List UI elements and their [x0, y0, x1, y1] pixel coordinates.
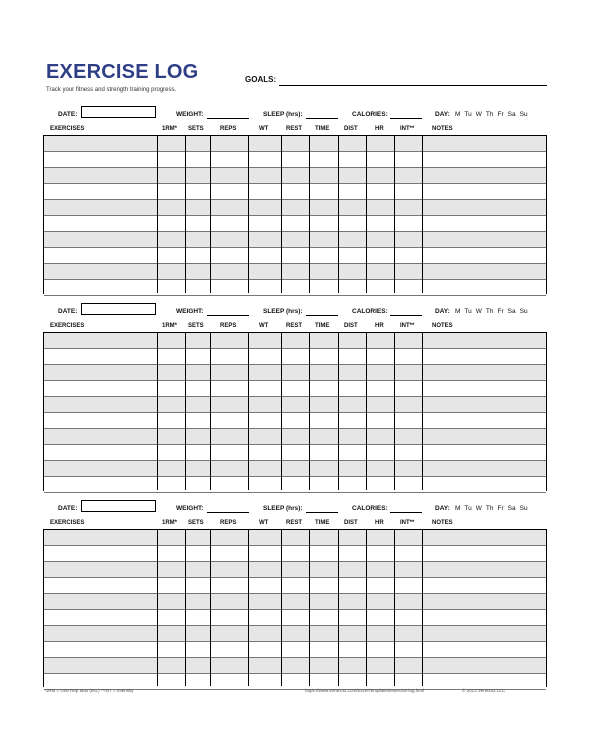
table-row[interactable] — [44, 365, 546, 381]
day-option[interactable]: Tu — [464, 111, 472, 118]
column-divider — [422, 333, 423, 490]
sleep-field[interactable] — [306, 118, 338, 119]
column-divider — [309, 530, 310, 686]
column-header: 1RM* — [162, 520, 178, 526]
date-field[interactable] — [81, 500, 156, 512]
table-row[interactable] — [44, 610, 546, 626]
day-option[interactable]: Th — [485, 111, 494, 118]
column-header: TIME — [315, 520, 330, 526]
table-row[interactable] — [44, 381, 546, 397]
table-row[interactable] — [44, 280, 546, 296]
day-label: DAY: — [435, 505, 450, 512]
column-divider — [157, 530, 158, 686]
calories-field[interactable] — [390, 118, 422, 119]
table-row[interactable] — [44, 264, 546, 280]
day-option[interactable]: Th — [485, 308, 494, 315]
column-headers — [0, 520, 600, 529]
goals-label: GOALS: — [245, 75, 277, 84]
column-divider — [281, 333, 282, 490]
column-header: SETS — [188, 323, 204, 329]
day-label: DAY: — [435, 111, 450, 118]
page-title: EXERCISE LOG — [46, 61, 199, 83]
column-divider — [248, 136, 249, 293]
day-label: DAY: — [435, 308, 450, 315]
column-headers — [0, 126, 600, 135]
column-header: EXERCISES — [50, 323, 85, 329]
column-header: DIST — [344, 323, 358, 329]
day-option[interactable]: W — [475, 111, 482, 118]
date-field[interactable] — [81, 106, 156, 118]
column-divider — [338, 530, 339, 686]
column-divider — [394, 333, 395, 490]
weight-label: WEIGHT: — [176, 505, 204, 512]
calories-label: CALORIES: — [352, 111, 388, 118]
column-divider — [281, 530, 282, 686]
footer-copyright: © 2013 Vertex42 LLC — [462, 688, 506, 693]
date-label: DATE: — [58, 111, 78, 118]
day-option[interactable]: M — [455, 505, 461, 512]
column-header: NOTES — [432, 126, 453, 132]
column-header: WT — [259, 520, 269, 526]
column-divider — [185, 530, 186, 686]
column-header: WT — [259, 126, 269, 132]
table-row[interactable] — [44, 594, 546, 610]
table-row[interactable] — [44, 232, 546, 248]
exercise-table — [43, 135, 547, 294]
session-header — [0, 303, 600, 317]
column-divider — [281, 136, 282, 293]
weight-field[interactable] — [207, 118, 249, 119]
column-header: WT — [259, 323, 269, 329]
column-divider — [185, 136, 186, 293]
column-headers — [0, 323, 600, 332]
column-divider — [394, 136, 395, 293]
column-divider — [185, 333, 186, 490]
table-row[interactable] — [44, 658, 546, 674]
weight-label: WEIGHT: — [176, 308, 204, 315]
column-divider — [157, 136, 158, 293]
column-divider — [210, 136, 211, 293]
table-row[interactable] — [44, 546, 546, 562]
column-header: DIST — [344, 126, 358, 132]
column-divider — [210, 333, 211, 490]
table-row[interactable] — [44, 578, 546, 594]
table-row[interactable] — [44, 445, 546, 461]
date-label: DATE: — [58, 308, 78, 315]
weight-field[interactable] — [207, 315, 249, 316]
calories-field[interactable] — [390, 315, 422, 316]
day-options — [455, 111, 532, 118]
column-divider — [309, 136, 310, 293]
footer-note: *1RM = One Rep Max (est.) **INT = Intensity — [44, 688, 134, 693]
page-subtitle: Track your fitness and strength training progress. — [46, 87, 177, 93]
table-row[interactable] — [44, 168, 546, 184]
column-header: REPS — [220, 126, 237, 132]
column-header: TIME — [315, 126, 330, 132]
column-divider — [309, 333, 310, 490]
column-divider — [338, 333, 339, 490]
column-header: INT** — [400, 520, 415, 526]
day-options — [455, 308, 532, 315]
table-row[interactable] — [44, 413, 546, 429]
column-header: REST — [286, 520, 303, 526]
table-row[interactable] — [44, 152, 546, 168]
column-divider — [422, 136, 423, 293]
exercise-table — [43, 332, 547, 491]
goals-field[interactable] — [279, 85, 547, 86]
column-divider — [248, 530, 249, 686]
column-header: HR — [375, 520, 384, 526]
sleep-field[interactable] — [306, 512, 338, 513]
day-option[interactable]: W — [475, 505, 482, 512]
column-header: EXERCISES — [50, 126, 85, 132]
day-option[interactable]: M — [455, 308, 461, 315]
column-header: 1RM* — [162, 323, 178, 329]
column-header: REST — [286, 126, 303, 132]
column-divider — [338, 136, 339, 293]
date-label: DATE: — [58, 505, 78, 512]
table-row[interactable] — [44, 248, 546, 264]
day-option[interactable]: Sa — [507, 308, 516, 315]
exercise-table — [43, 529, 547, 687]
table-row[interactable] — [44, 530, 546, 546]
table-row[interactable] — [44, 626, 546, 642]
column-divider — [157, 333, 158, 490]
table-row[interactable] — [44, 333, 546, 349]
column-header: NOTES — [432, 520, 453, 526]
column-divider — [366, 136, 367, 293]
weight-label: WEIGHT: — [176, 111, 204, 118]
date-field[interactable] — [81, 303, 156, 315]
table-row[interactable] — [44, 562, 546, 578]
table-row[interactable] — [44, 397, 546, 413]
column-header: REPS — [220, 520, 237, 526]
column-divider — [394, 530, 395, 686]
column-header: HR — [375, 126, 384, 132]
table-row[interactable] — [44, 349, 546, 365]
table-row[interactable] — [44, 184, 546, 200]
page-footer — [0, 688, 600, 698]
column-header: NOTES — [432, 323, 453, 329]
column-divider — [366, 333, 367, 490]
day-option[interactable]: Sa — [507, 505, 516, 512]
sleep-label: SLEEP (hrs): — [263, 111, 303, 118]
table-row[interactable] — [44, 136, 546, 152]
table-row[interactable] — [44, 200, 546, 216]
calories-label: CALORIES: — [352, 505, 388, 512]
calories-label: CALORIES: — [352, 308, 388, 315]
column-header: DIST — [344, 520, 358, 526]
day-option[interactable]: Tu — [464, 505, 472, 512]
sleep-label: SLEEP (hrs): — [263, 308, 303, 315]
column-divider — [366, 530, 367, 686]
day-option[interactable]: Fr — [497, 505, 504, 512]
day-option[interactable]: Fr — [497, 111, 504, 118]
day-option[interactable]: Su — [519, 505, 528, 512]
column-divider — [210, 530, 211, 686]
table-row[interactable] — [44, 216, 546, 232]
column-header: EXERCISES — [50, 520, 85, 526]
column-header: SETS — [188, 520, 204, 526]
sleep-label: SLEEP (hrs): — [263, 505, 303, 512]
column-header: SETS — [188, 126, 204, 132]
session-header — [0, 500, 600, 514]
sleep-field[interactable] — [306, 315, 338, 316]
column-header: HR — [375, 323, 384, 329]
day-option[interactable]: Th — [485, 505, 494, 512]
table-row[interactable] — [44, 477, 546, 493]
day-options — [455, 505, 532, 512]
column-divider — [422, 530, 423, 686]
column-header: INT** — [400, 126, 415, 132]
day-option[interactable]: M — [455, 111, 461, 118]
column-header: 1RM* — [162, 126, 178, 132]
column-header: INT** — [400, 323, 415, 329]
column-header: TIME — [315, 323, 330, 329]
day-option[interactable]: Fr — [497, 308, 504, 315]
footer-link[interactable]: https://www.vertex42.com/ExcelTemplates/exercise-log.html — [305, 688, 425, 693]
column-divider — [248, 333, 249, 490]
column-header: REST — [286, 323, 303, 329]
day-option[interactable]: W — [475, 308, 482, 315]
calories-field[interactable] — [390, 512, 422, 513]
weight-field[interactable] — [207, 512, 249, 513]
table-row[interactable] — [44, 642, 546, 658]
table-row[interactable] — [44, 461, 546, 477]
column-header: REPS — [220, 323, 237, 329]
day-option[interactable]: Su — [519, 308, 528, 315]
day-option[interactable]: Su — [519, 111, 528, 118]
session-header — [0, 106, 600, 120]
day-option[interactable]: Sa — [507, 111, 516, 118]
day-option[interactable]: Tu — [464, 308, 472, 315]
table-row[interactable] — [44, 429, 546, 445]
